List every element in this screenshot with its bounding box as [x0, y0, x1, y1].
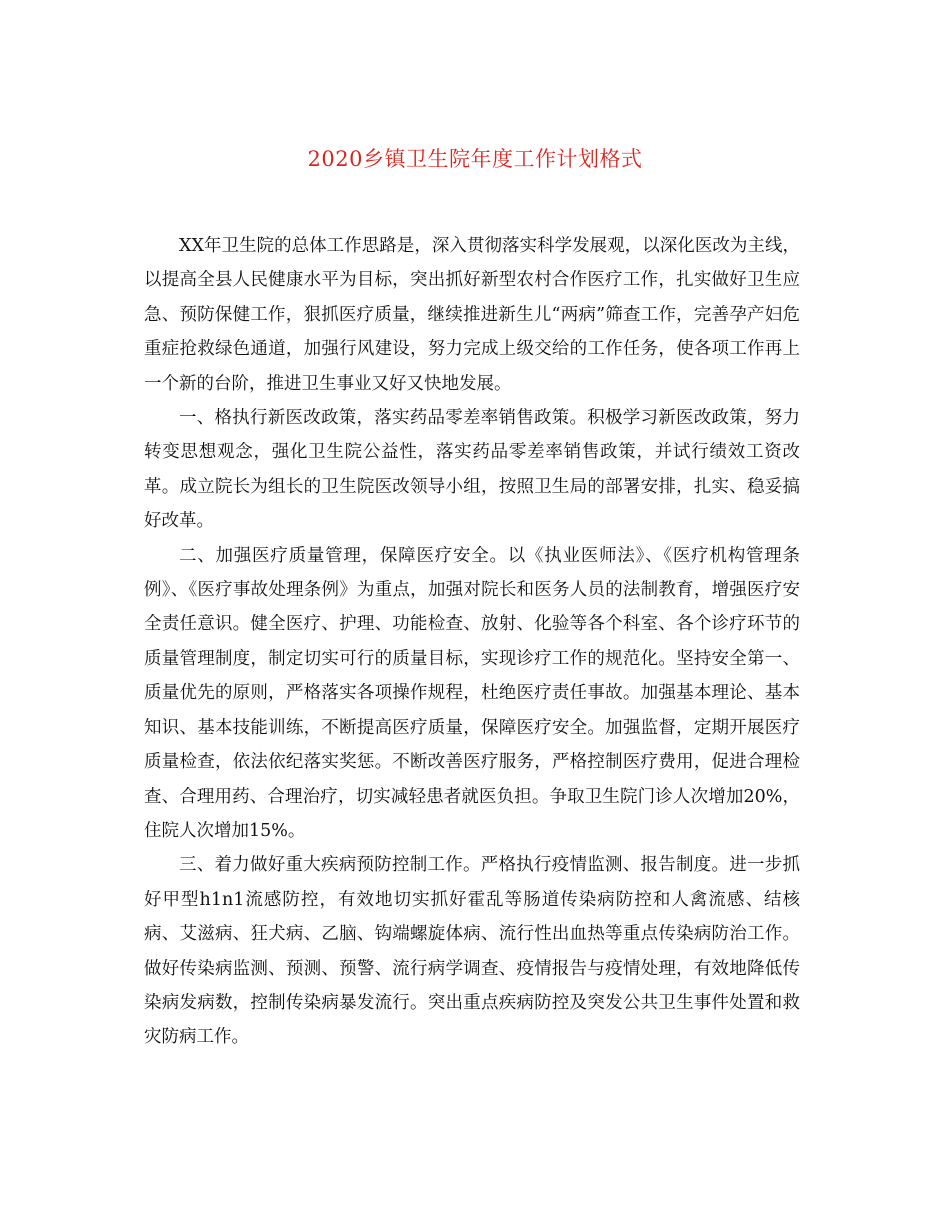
document-title: 2020乡镇卫生院年度工作计划格式	[307, 147, 643, 171]
paragraph-section-2: 二、加强医疗质量管理，保障医疗安全。以《执业医师法》、《医疗机构管理条例》、《医疗事故处理条例》为重点，加强对院长和医务人员的法制教育，增强医疗安全责任意识。健全医疗、护理、功能检查、放射、化验等各个科室、各个诊疗环节的质量管理制度，制定切实可行的质量目标，实现诊疗工作的规范化。坚持安全第一、质量优先的原则，严格落实各项操作规程，杜绝医疗责任事故。加强基本理论、基本知识、基本技能训练，不断提高医疗质量，保障医疗安全。加强监督，定期开展医疗质量检查，依法依纪落实奖惩。不断改善医疗服务，严格控制医疗费用，促进合理检查、合理用药、合理治疗，切实减轻患者就医负担。争取卫生院门诊人次增加20%，住院人次增加15%。	[144, 545, 800, 841]
paragraph-section-1: 一、格执行新医改政策，落实药品零差率销售政策。积极学习新医改政策，努力转变思想观念，强化卫生院公益性，落实药品零差率销售政策，并试行绩效工资改革。成立院长为组长的卫生院医改领导小组，按照卫生局的部署安排，扎实、稳妥搞好改革。	[144, 408, 800, 532]
paragraph-intro: XX年卫生院的总体工作思路是，深入贯彻落实科学发展观，以深化医改为主线，以提高全县人民健康水平为目标，突出抓好新型农村合作医疗工作，扎实做好卫生应急、预防保健工作，狠抓医疗质量，继续推进新生儿“两病”筛查工作，完善孕产妇危重症抢救绿色通道，加强行风建设，努力完成上级交给的工作任务，使各项工作再上一个新的台阶，推进卫生事业又好又快地发展。	[144, 236, 800, 394]
paragraph-section-3: 三、着力做好重大疾病预防控制工作。严格执行疫情监测、报告制度。进一步抓好甲型h1n1流感防控，有效地切实抓好霍乱等肠道传染病防控和人禽流感、结核病、艾滋病、狂犬病、乙脑、钩端螺旋体病、流行性出血热等重点传染病防治工作。做好传染病监测、预测、预警、流行病学调查、疫情报告与疫情处理，有效地降低传染病发病数，控制传染病暴发流行。突出重点疾病防控及突发公共卫生事件处置和救灾防病工作。	[144, 855, 800, 1048]
document-body	[144, 229, 800, 1055]
